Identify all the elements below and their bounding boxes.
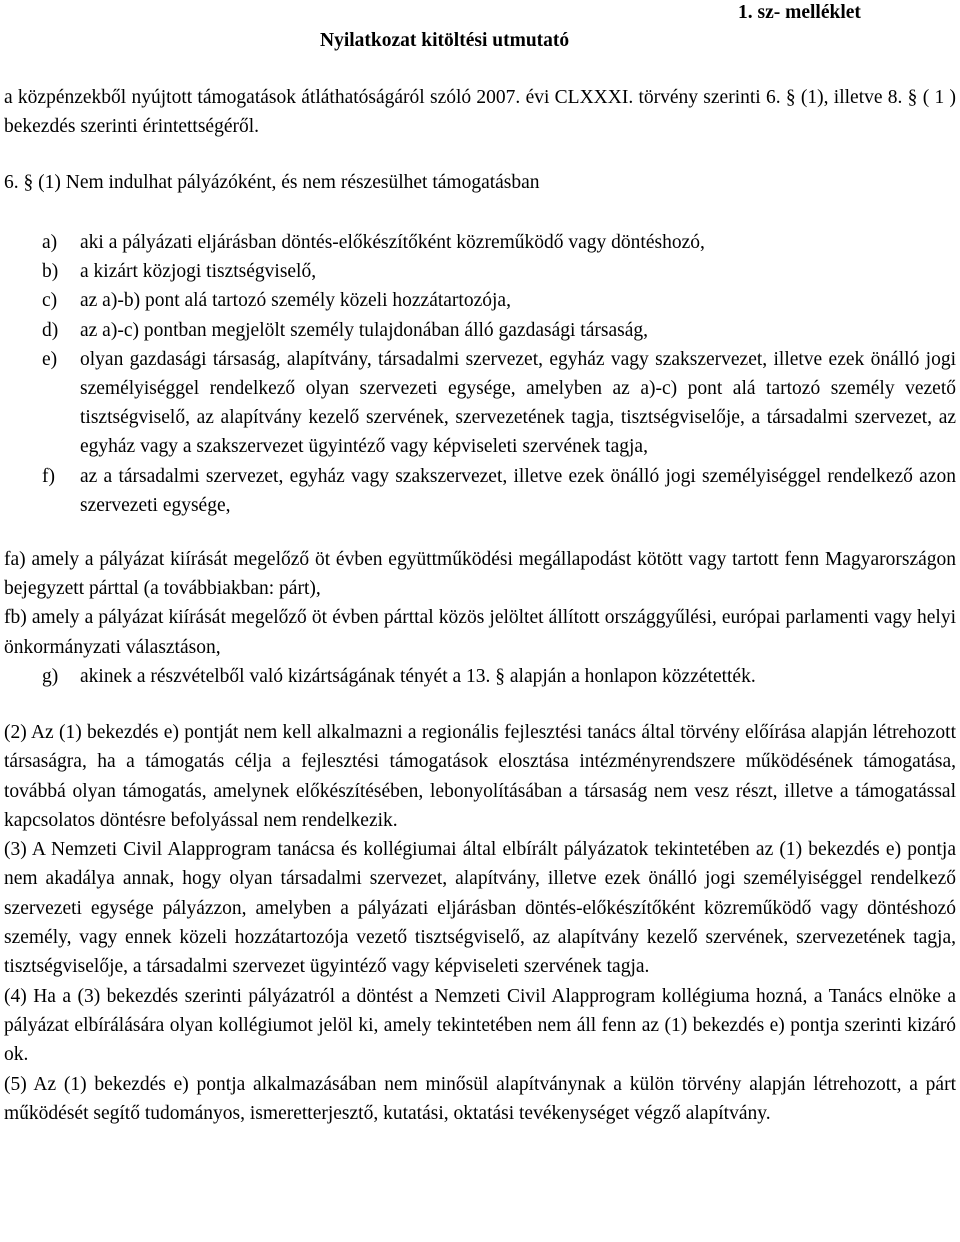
list-text [4,545,956,603]
list-text: az a társadalmi szervezet, egyház vagy szakszervezet, illetve ezek önálló jogi személyiséggel rendelkező azon szervezeti egysége, [80,465,956,516]
paragraph-2: (2) Az (1) bekezdés e) pontját nem kell alkalmazni a regionális fejlesztési tanács által törvény előírása alapján létrehozott társaságra, ha a támogatás célja a fejlesztési támogatások elosztása intézményrendszere működésének támogatása, továbbá olyan támogatás, amelynek előkészítésében, lebonyolításában a társaság nem vesz részt, illetve a támogatással kapcsolatos döntésre befolyással nem rendelkezik. [4,722,956,831]
list-text: az a)-b) pont alá tartozó személy közeli hozzátartozója, [80,290,511,312]
list-text: az a)-c) pontban megjelölt személy tulajdonában álló gazdasági társaság, [80,319,648,341]
list-item [42,462,956,520]
annex-label: 1. sz- melléklet [738,2,861,23]
document-title: Nyilatkozat kitöltési utmutató [320,30,570,51]
section-6-text: 6. § (1) Nem indulhat pályázóként, és nem részesülhet támogatásban [4,172,540,193]
exclusion-list [42,228,956,520]
list-marker: f) [42,465,55,487]
list-text: akinek a részvételből való kizártságának tényét a 13. § alapján a honlapon közzétették. [80,666,756,687]
list-item [4,603,956,661]
list-item [42,228,956,257]
list-marker: e) [42,348,58,370]
list-marker: c) [42,290,58,312]
item-g [42,662,956,691]
list-marker: d) [42,319,59,341]
list-item [4,545,956,603]
list-marker: fa) [4,549,26,570]
paragraph-3: (3) A Nemzeti Civil Alapprogram tanácsa és kollégiumai által elbírált pályázatok tekintetében az (1) bekezdés e) pontja nem akadálya annak, hogy olyan társadalmi szervezet, alapítvány, illetve ezek önálló jogi személyiséggel rendelkező szervezeti egysége pályázzon, amelyben a pályázati eljárásban döntés-előkészítőként közreműködő vagy döntéshozó személy, vagy ennek közeli hozzátartozója vezető tisztségviselő, az alapítvány kezelő szervének, szervezetének tagja, tisztségviselője, a társadalmi szervezet ügyintéző vagy képviseleti szervének tagja. [4,839,956,978]
paragraph-5: (5) Az (1) bekezdés e) pontja alkalmazásában nem minősül alapítványnak a külön törvény alapján létrehozott, a párt működését segítő tudományos, ismeretterjesztő, kutatási, oktatási tevékenységet végző alapítvány. [4,1073,956,1124]
intro-text: a közpénzekből nyújtott támogatások átláthatóságáról szóló 2007. évi CLXXXI. törvény szerinti 6. § (1), illetve 8. § ( 1 ) bekezdés szerinti érintettségéről. [4,87,956,138]
list-item [42,257,956,286]
list-text: a kizárt közjogi tisztségviselő, [80,261,317,283]
list-item [42,286,956,315]
paragraph-4: (4) Ha a (3) bekezdés szerinti pályázatról a döntést a Nemzeti Civil Alapprogram kollégiuma hozná, a Tanács elnöke a pályázat elbírálására olyan kollégiumot jelöl ki, amely tekintetében nem áll fenn az (1) bekezdés e) pontja szerinti kizáró ok. [4,985,956,1066]
section-6-heading [4,168,956,197]
list-item [42,345,956,462]
intro-paragraph [4,83,956,142]
list-body: amely a pályázat kiírását megelőző öt évben párttal közös jelöltet állított országgyűlési, európai parlamenti vagy helyi önkormányzati választáson, [4,607,957,658]
list-body: amely a pályázat kiírását megelőző öt évben együttműködési megállapodást kötött vagy tartott fenn Magyarországon bejegyzett párttal (a továbbiakban: párt), [4,549,956,600]
list-marker: a) [42,232,58,253]
list-item [42,316,956,345]
list-marker: b) [42,261,59,283]
list-text [4,603,956,661]
list-text: olyan gazdasági társaság, alapítvány, társadalmi szervezet, egyház vagy szakszervezet, illetve ezek önálló jogi személyiséggel rendelkező olyan szervezeti egysége, amelyben az a)-c) pont alá tartozó személy vezető tisztségviselő, az alapítvány kezelő szervének, szervezetének tagja, tisztségviselője, a társadalmi szervezet, az egyház vagy a szakszervezet ügyintéző vagy képviseleti szervének tagja, [80,348,956,458]
paragraphs [4,718,956,1128]
list-marker: fb) [4,607,27,629]
sub-list [4,545,956,662]
list-text: aki a pályázati eljárásban döntés-előkészítőként közreműködő vagy döntéshozó, [80,232,705,253]
list-item [42,662,956,691]
list-marker: g) [42,666,59,687]
